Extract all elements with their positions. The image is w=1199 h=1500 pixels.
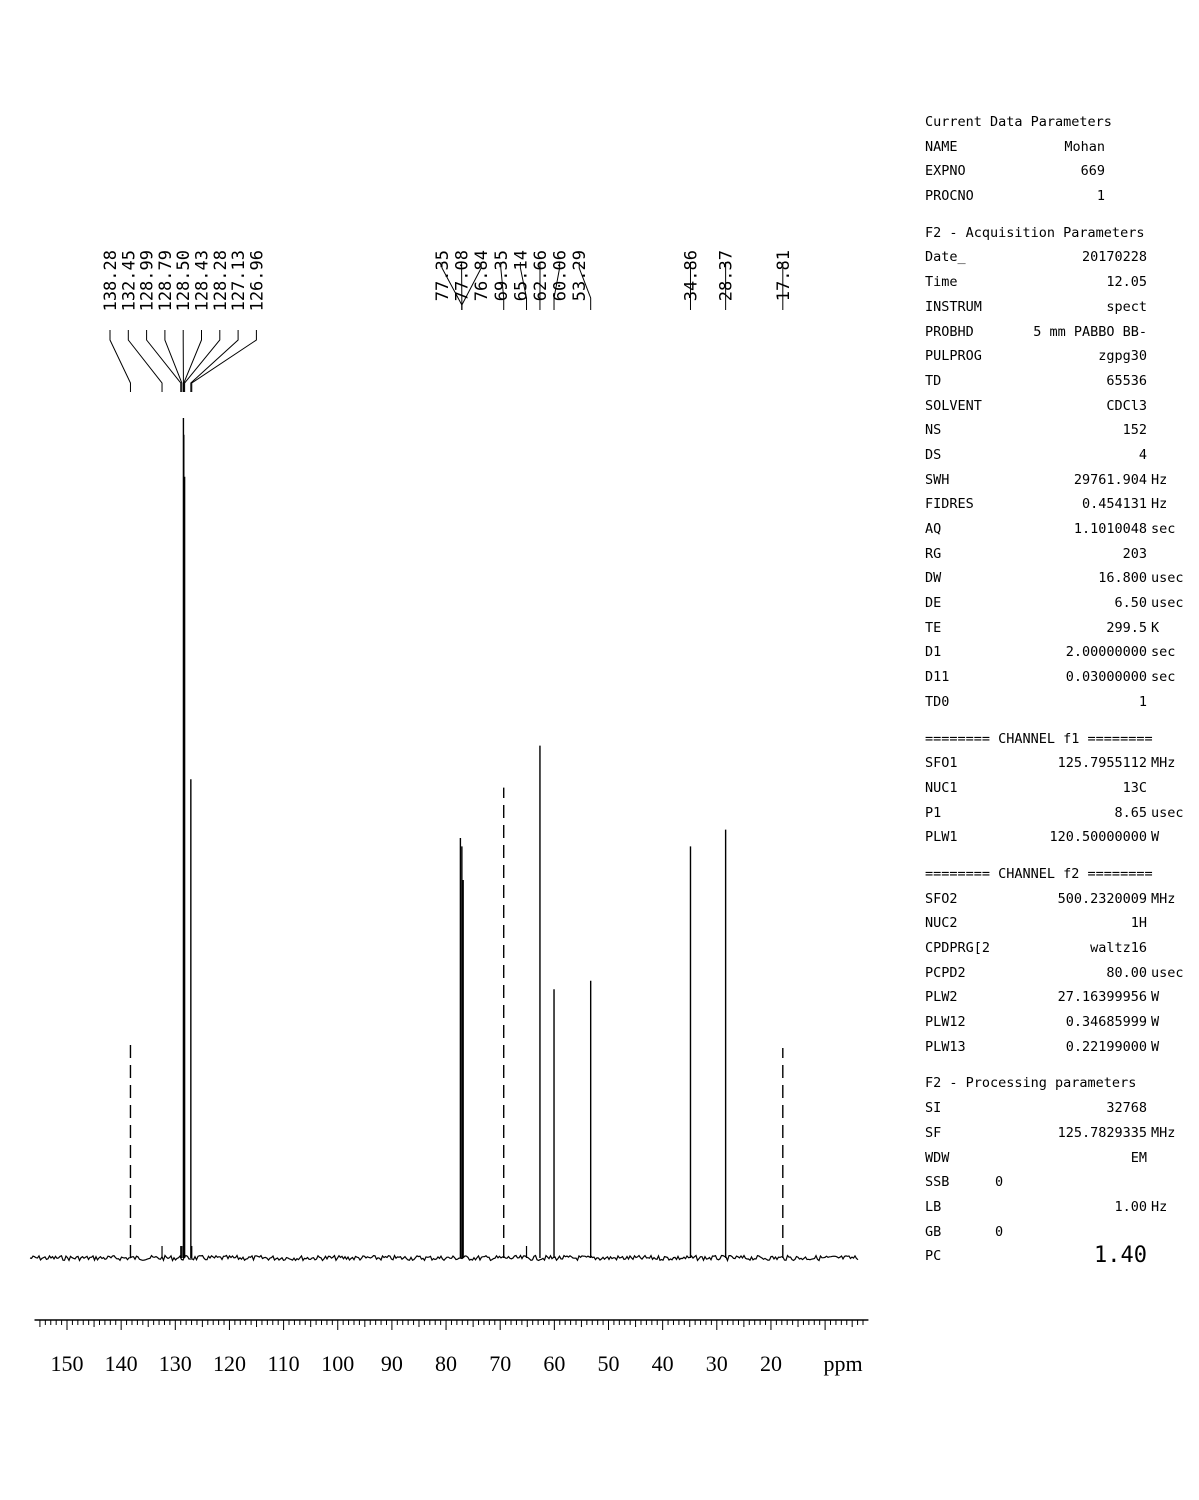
- param-value: 203: [1122, 545, 1147, 562]
- param-unit: usec: [1151, 570, 1184, 587]
- peak-label: 77.08: [452, 250, 473, 302]
- param-key: EXPNO: [925, 163, 966, 180]
- x-axis-label: ppm: [823, 1351, 863, 1376]
- peak-label: 76.84: [472, 250, 493, 302]
- peak-label: 62.66: [531, 250, 551, 302]
- param-row: [925, 1220, 1187, 1245]
- param-value: 29761.904: [1073, 471, 1147, 488]
- param-section-title: ======== CHANNEL f1 ========: [925, 730, 1153, 747]
- param-row: [925, 566, 1187, 591]
- param-unit: W: [1151, 989, 1160, 1006]
- spectrum-baseline: [30, 1256, 858, 1261]
- x-tick-label: 60: [543, 1351, 566, 1376]
- param-section-current: [925, 110, 1187, 209]
- param-row: [925, 1195, 1187, 1220]
- param-value: 0: [995, 1174, 1004, 1191]
- param-row: [925, 542, 1187, 567]
- param-value: 16.800: [1098, 570, 1147, 587]
- param-section-title: Current Data Parameters: [925, 114, 1112, 130]
- x-tick-label: 150: [50, 1351, 84, 1376]
- peak-label: 60.06: [550, 250, 571, 302]
- peak-connector: [110, 330, 130, 392]
- param-key: PULPROG: [925, 348, 982, 365]
- peak-label: 128.50: [174, 250, 195, 312]
- param-unit: sec: [1151, 644, 1176, 661]
- peak-label: 138.28: [101, 250, 121, 312]
- param-key: D11: [925, 669, 950, 686]
- param-value: 4: [1138, 446, 1147, 463]
- param-value: 0.22199000: [1065, 1038, 1147, 1055]
- param-section-title: F2 - Processing parameters: [925, 1075, 1137, 1092]
- peak-connector: [147, 330, 181, 392]
- param-key: SF: [925, 1124, 942, 1141]
- acquisition-parameters-panel: [925, 110, 1187, 1269]
- param-row: [925, 801, 1187, 826]
- param-row: [925, 825, 1187, 850]
- param-row: [925, 517, 1187, 542]
- x-tick-label: 100: [321, 1351, 355, 1376]
- param-value: 27.16399956: [1057, 989, 1147, 1006]
- param-row: [925, 394, 1187, 419]
- param-key: TD: [925, 372, 942, 389]
- param-value: 13C: [1122, 779, 1147, 796]
- param-value: zgpg30: [1098, 348, 1147, 365]
- param-key: DE: [925, 595, 942, 612]
- param-value: 1H: [1130, 915, 1147, 932]
- param-key: SFO1: [925, 755, 958, 772]
- param-row: [925, 961, 1187, 986]
- param-row: [925, 1010, 1187, 1035]
- param-unit: usec: [1151, 595, 1184, 612]
- param-unit: usec: [1151, 804, 1184, 821]
- peak-labels: [101, 250, 794, 311]
- param-row: [925, 135, 1187, 160]
- param-unit: usec: [1151, 964, 1184, 981]
- param-key: LB: [925, 1198, 942, 1215]
- param-value: 32768: [1106, 1100, 1147, 1117]
- param-key: Date_: [925, 249, 966, 266]
- param-key: D1: [925, 644, 942, 661]
- param-value: 1: [1096, 188, 1105, 205]
- param-value: 5 mm PABBO BB-: [1033, 323, 1147, 340]
- param-value: Mohan: [1064, 138, 1105, 155]
- param-unit: Hz: [1151, 1198, 1168, 1215]
- peak-label: 128.99: [137, 250, 158, 312]
- param-value: 120.50000000: [1049, 829, 1147, 846]
- param-row: [925, 591, 1187, 616]
- param-value: waltz16: [1090, 940, 1147, 956]
- param-row: [925, 159, 1187, 184]
- x-axis: [35, 1320, 869, 1376]
- param-row: [925, 344, 1187, 369]
- param-row: [925, 776, 1187, 801]
- param-section-acquisition: [925, 221, 1187, 715]
- param-key: FIDRES: [925, 496, 974, 513]
- peak-label: 128.43: [192, 250, 213, 312]
- param-key: P1: [925, 804, 942, 821]
- x-tick-label: 110: [267, 1351, 300, 1376]
- param-key: SI: [925, 1100, 942, 1117]
- x-tick-label: 90: [380, 1351, 403, 1376]
- peak-label: 65.14: [511, 250, 532, 302]
- param-unit: Hz: [1151, 471, 1168, 488]
- param-key: DW: [925, 570, 942, 587]
- param-key: DS: [925, 446, 942, 463]
- param-row: [925, 468, 1187, 493]
- param-value: CDCl3: [1106, 397, 1147, 414]
- param-value: 1.00: [1114, 1198, 1147, 1215]
- param-key: GB: [925, 1223, 942, 1240]
- param-value: 299.5: [1106, 619, 1147, 636]
- param-row: [925, 1170, 1187, 1195]
- param-row: [925, 270, 1187, 295]
- param-key: WDW: [925, 1149, 950, 1166]
- peak-label: 126.96: [247, 250, 268, 312]
- param-value: 152: [1122, 422, 1147, 439]
- param-key: NUC1: [925, 779, 958, 796]
- peak-label: 128.28: [210, 250, 231, 312]
- param-key: PLW12: [925, 1014, 966, 1031]
- x-tick-label: 40: [651, 1351, 674, 1376]
- param-unit: W: [1151, 1038, 1160, 1055]
- x-tick-label: 120: [212, 1351, 246, 1376]
- x-tick-label: 130: [158, 1351, 192, 1376]
- param-unit: MHz: [1151, 755, 1176, 772]
- param-value: 500.2320009: [1057, 890, 1147, 907]
- param-row: [925, 1146, 1187, 1171]
- peak-label: 132.45: [119, 250, 140, 312]
- param-key: PROBHD: [925, 323, 974, 340]
- x-tick-label: 30: [705, 1351, 728, 1376]
- param-row: [925, 911, 1187, 936]
- param-value: 1.1010048: [1073, 521, 1147, 537]
- param-value: 80.00: [1106, 964, 1147, 981]
- param-value: 1.40: [1094, 1243, 1147, 1269]
- param-key: PLW13: [925, 1038, 966, 1055]
- param-row: [925, 492, 1187, 517]
- param-value: 20170228: [1081, 249, 1147, 266]
- param-key: CPDPRG[2: [925, 940, 991, 956]
- param-key: PLW1: [925, 829, 958, 846]
- param-row: [925, 1121, 1187, 1146]
- param-row: [925, 936, 1187, 961]
- param-key: TE: [925, 619, 942, 636]
- peak-connector: [128, 330, 162, 392]
- param-row: [925, 1244, 1187, 1269]
- spectrum-peaks: [130, 418, 782, 1258]
- param-row: [925, 295, 1187, 320]
- param-key: RG: [925, 545, 942, 562]
- x-tick-label: 80: [435, 1351, 458, 1376]
- param-value: 12.05: [1106, 274, 1147, 291]
- param-unit: W: [1151, 829, 1160, 846]
- param-unit: W: [1151, 1014, 1160, 1031]
- param-key: SOLVENT: [925, 397, 982, 414]
- param-unit: sec: [1151, 521, 1176, 537]
- param-value: 65536: [1106, 372, 1147, 389]
- param-key: INSTRUM: [925, 298, 982, 315]
- x-tick-label: 20: [759, 1351, 782, 1376]
- peak-label: 128.79: [155, 250, 176, 312]
- param-unit: Hz: [1151, 496, 1168, 513]
- peak-label: 69.35: [491, 250, 512, 302]
- param-key: TD0: [925, 693, 950, 710]
- peak-connector: [165, 330, 182, 392]
- param-row: [925, 443, 1187, 468]
- param-value: 125.7829335: [1057, 1124, 1147, 1141]
- param-row: [925, 690, 1187, 715]
- param-row: [925, 616, 1187, 641]
- x-tick-label: 50: [597, 1351, 620, 1376]
- param-key: SWH: [925, 471, 950, 488]
- param-unit: sec: [1151, 669, 1176, 686]
- peak-label: 53.29: [570, 250, 591, 302]
- param-section-title: F2 - Acquisition Parameters: [925, 224, 1145, 241]
- param-unit: K: [1151, 619, 1160, 636]
- param-key: NS: [925, 422, 942, 439]
- peak-connector: [191, 330, 238, 392]
- param-row: [925, 320, 1187, 345]
- param-row: [925, 418, 1187, 443]
- param-key: PROCNO: [925, 188, 974, 205]
- param-row: [925, 751, 1187, 776]
- param-row: [925, 887, 1187, 912]
- peak-label: 17.81: [773, 250, 794, 302]
- x-tick-label: 140: [104, 1351, 138, 1376]
- param-key: NAME: [925, 138, 958, 155]
- param-key: SSB: [925, 1174, 950, 1191]
- param-value: EM: [1130, 1149, 1147, 1166]
- param-key: PC: [925, 1248, 942, 1265]
- x-tick-label: 70: [489, 1351, 512, 1376]
- param-key: Time: [925, 274, 958, 291]
- param-value: 2.00000000: [1065, 644, 1147, 661]
- peak-label: 34.86: [681, 250, 702, 302]
- param-row: [925, 184, 1187, 209]
- param-value: spect: [1106, 298, 1147, 315]
- param-key: AQ: [925, 521, 942, 537]
- param-key: PLW2: [925, 989, 958, 1006]
- param-row: [925, 369, 1187, 394]
- param-value: 1: [1138, 693, 1147, 710]
- param-row: [925, 1035, 1187, 1060]
- param-section-processing: [925, 1071, 1187, 1269]
- param-value: 125.7955112: [1057, 755, 1147, 772]
- peak-label: 77.35: [433, 250, 453, 302]
- param-value: 0.03000000: [1065, 669, 1147, 686]
- param-section-title: ======== CHANNEL f2 ========: [925, 865, 1153, 882]
- param-value: 669: [1080, 163, 1105, 180]
- param-row: [925, 245, 1187, 270]
- param-row: [925, 640, 1187, 665]
- param-row: [925, 1096, 1187, 1121]
- param-section-channel-f1: [925, 727, 1187, 850]
- param-row: [925, 985, 1187, 1010]
- param-value: 0: [995, 1223, 1004, 1240]
- peak-label: 28.37: [716, 250, 737, 302]
- param-unit: MHz: [1151, 890, 1176, 907]
- param-key: SFO2: [925, 890, 958, 907]
- param-value: 6.50: [1114, 595, 1147, 612]
- param-value: 8.65: [1114, 804, 1147, 821]
- param-key: PCPD2: [925, 964, 966, 981]
- param-key: NUC2: [925, 915, 958, 932]
- param-value: 0.454131: [1081, 496, 1147, 513]
- param-section-channel-f2: [925, 862, 1187, 1060]
- param-row: [925, 665, 1187, 690]
- peak-label: 127.13: [229, 250, 250, 312]
- param-value: 0.34685999: [1065, 1014, 1147, 1031]
- param-unit: MHz: [1151, 1124, 1176, 1141]
